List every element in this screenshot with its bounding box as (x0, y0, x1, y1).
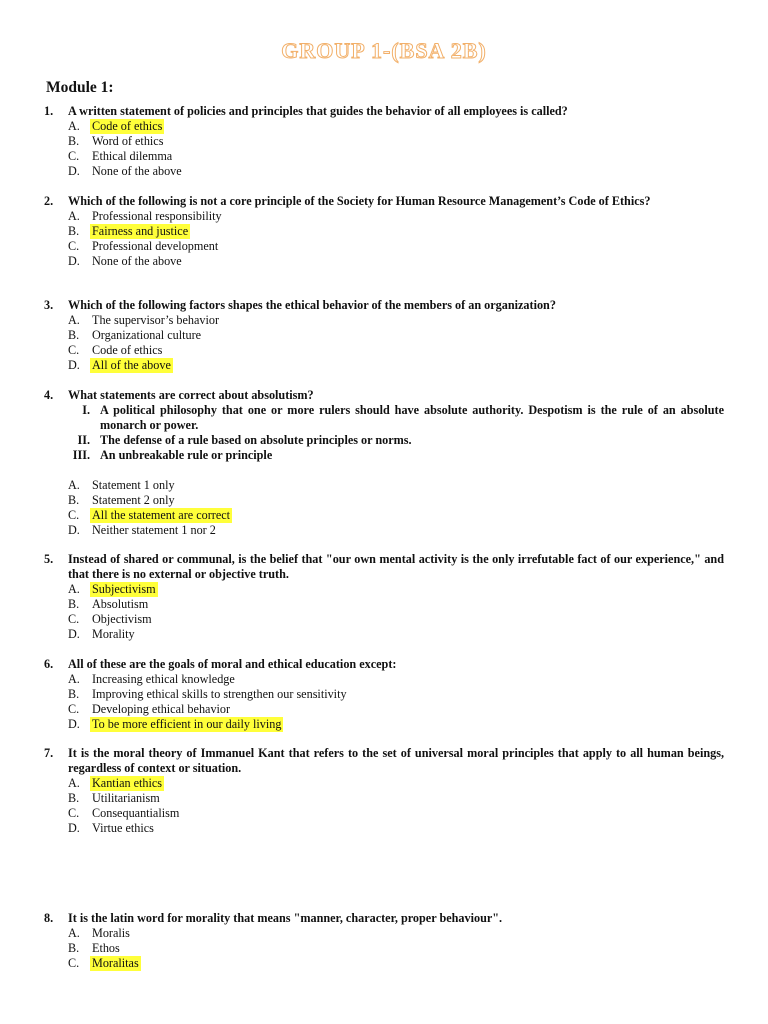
option-text: Professional responsibility (92, 209, 222, 223)
option-letter: B. (68, 328, 80, 342)
question-4 (44, 388, 724, 538)
option-letter: D. (68, 821, 80, 835)
option-text: Word of ethics (92, 134, 164, 148)
option-b (68, 224, 724, 239)
question-text: What statements are correct about absolutism? (68, 388, 314, 402)
option-text: Absolutism (92, 597, 149, 611)
option-letter: D. (68, 164, 80, 178)
option-letter: A. (68, 776, 80, 790)
question-text: It is the moral theory of Immanuel Kant that refers to the set of universal moral principles that apply to all human beings, regardless of context or situation. (68, 746, 724, 775)
option-letter: C. (68, 239, 80, 253)
question-number: 4. (44, 388, 54, 402)
question-text: Which of the following factors shapes the ethical behavior of the members of an organization? (68, 298, 556, 312)
question-text: Instead of shared or communal, is the belief that "our own mental activity is the only irrefutable fact of our experience," and that there is no external or objective truth. (68, 552, 724, 581)
option-b (68, 493, 724, 508)
option-a (68, 119, 724, 134)
question-2 (44, 194, 724, 269)
question-number: 2. (44, 194, 54, 208)
option-text: Improving ethical skills to strengthen our sensitivity (92, 687, 347, 701)
question-text: A written statement of policies and principles that guides the behavior of all employees is called? (68, 104, 568, 118)
statement-number: II. (77, 433, 90, 447)
option-text: The supervisor’s behavior (92, 313, 220, 327)
option-text: Utilitarianism (92, 791, 160, 805)
option-a (68, 478, 724, 493)
statement-number: III. (72, 448, 90, 462)
document-title: GROUP 1-(BSA 2B) (281, 38, 487, 63)
option-text-highlighted: All of the above (92, 358, 171, 372)
question-text: All of these are the goals of moral and ethical education except: (68, 657, 397, 671)
question-number: 5. (44, 552, 54, 566)
question-number: 3. (44, 298, 54, 312)
option-text: Virtue ethics (92, 821, 154, 835)
option-b (68, 941, 724, 956)
option-d (68, 717, 724, 732)
option-b (68, 791, 724, 806)
option-letter: B. (68, 224, 80, 238)
option-text: Morality (92, 627, 135, 641)
option-d (68, 358, 724, 373)
statement-item (44, 433, 724, 448)
option-letter: B. (68, 941, 80, 955)
option-text-highlighted: Subjectivism (92, 582, 156, 596)
option-letter: B. (68, 791, 80, 805)
option-letter: C. (68, 612, 80, 626)
option-text-highlighted: Code of ethics (92, 119, 163, 133)
option-c (68, 806, 724, 821)
option-text: Objectivism (92, 612, 152, 626)
option-text: Organizational culture (92, 328, 202, 342)
question-7 (44, 746, 724, 836)
option-a (68, 672, 724, 687)
option-letter: C. (68, 702, 80, 716)
option-text: Statement 1 only (92, 478, 175, 492)
option-letter: C. (68, 508, 80, 522)
question-3 (44, 298, 724, 373)
option-text: Moralis (92, 926, 130, 940)
option-text: Consequantialism (92, 806, 180, 820)
option-text-highlighted: Kantian ethics (92, 776, 163, 790)
option-letter: A. (68, 926, 80, 940)
option-letter: D. (68, 523, 80, 537)
option-letter: C. (68, 343, 80, 357)
option-letter: C. (68, 806, 80, 820)
option-c (68, 956, 724, 971)
option-letter: B. (68, 597, 80, 611)
option-a (68, 209, 724, 224)
option-letter: B. (68, 134, 80, 148)
option-text: Increasing ethical knowledge (92, 672, 235, 686)
option-text: Neither statement 1 nor 2 (92, 523, 216, 537)
option-d (68, 164, 724, 179)
option-text: None of the above (92, 164, 182, 178)
option-a (68, 926, 724, 941)
option-text: Professional development (92, 239, 219, 253)
option-b (68, 328, 724, 343)
option-letter: A. (68, 672, 80, 686)
question-8 (44, 911, 724, 971)
question-6 (44, 657, 724, 732)
option-text-highlighted: Moralitas (92, 956, 139, 970)
option-a (68, 582, 724, 597)
option-text: Statement 2 only (92, 493, 175, 507)
question-number: 1. (44, 104, 54, 118)
option-b (68, 134, 724, 149)
option-d (68, 523, 724, 538)
option-text-highlighted: Fairness and justice (92, 224, 189, 238)
option-d (68, 254, 724, 269)
statement-text: A political philosophy that one or more rulers should have absolute authority. Despotism is the rule of an absolute monarch or power. (100, 403, 724, 432)
question-text: It is the latin word for morality that means "manner, character, proper behaviour". (68, 911, 503, 925)
option-text-highlighted: All the statement are correct (92, 508, 231, 522)
option-text: Ethical dilemma (92, 149, 173, 163)
option-letter: B. (68, 493, 80, 507)
option-c (68, 508, 724, 523)
option-b (68, 597, 724, 612)
option-letter: D. (68, 627, 80, 641)
option-text-highlighted: To be more efficient in our daily living (92, 717, 282, 731)
statement-number: I. (82, 403, 90, 417)
option-a (68, 313, 724, 328)
option-text: None of the above (92, 254, 182, 268)
option-letter: D. (68, 717, 80, 731)
option-a (68, 776, 724, 791)
question-number: 8. (44, 911, 54, 925)
option-letter: A. (68, 313, 80, 327)
option-d (68, 627, 724, 642)
statement-item (44, 403, 724, 433)
statement-text: An unbreakable rule or principle (100, 448, 273, 462)
option-c (68, 702, 724, 717)
question-number: 6. (44, 657, 54, 671)
question-1 (44, 104, 724, 179)
option-letter: A. (68, 209, 80, 223)
option-letter: C. (68, 149, 80, 163)
option-c (68, 343, 724, 358)
option-c (68, 612, 724, 627)
option-letter: A. (68, 478, 80, 492)
option-letter: D. (68, 358, 80, 372)
question-number: 7. (44, 746, 54, 760)
option-b (68, 687, 724, 702)
option-text: Code of ethics (92, 343, 163, 357)
option-c (68, 239, 724, 254)
option-c (68, 149, 724, 164)
option-letter: B. (68, 687, 80, 701)
module-heading: Module 1: (46, 79, 114, 96)
statement-item (44, 448, 724, 463)
question-5 (44, 552, 724, 642)
question-text: Which of the following is not a core principle of the Society for Human Resource Management’s Code of Ethics? (68, 194, 651, 208)
option-d (68, 821, 724, 836)
option-text: Ethos (92, 941, 120, 955)
option-letter: D. (68, 254, 80, 268)
option-letter: A. (68, 119, 80, 133)
option-letter: A. (68, 582, 80, 596)
option-text: Developing ethical behavior (92, 702, 231, 716)
statement-text: The defense of a rule based on absolute principles or norms. (100, 433, 412, 447)
option-letter: C. (68, 956, 80, 970)
